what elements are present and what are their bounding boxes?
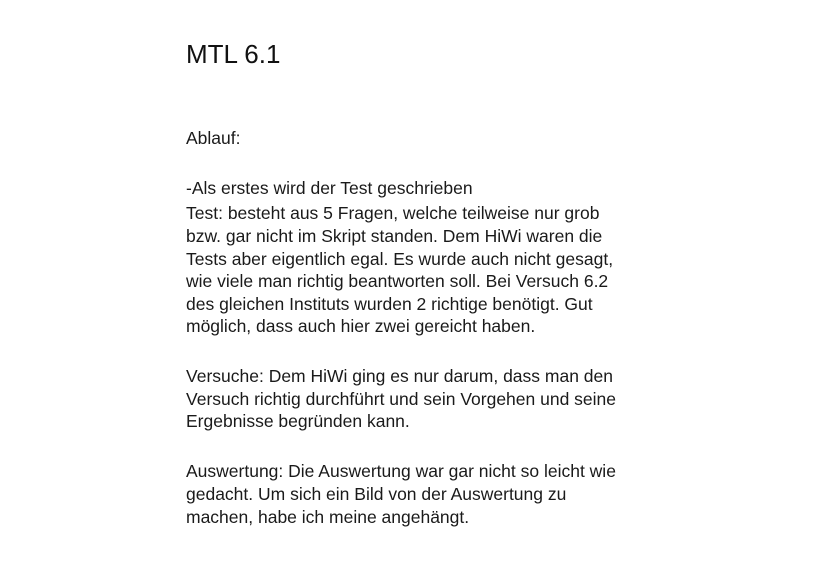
ablauf-heading: Ablauf: — [186, 128, 241, 148]
auswertung-line: gedacht. Um sich ein Bild von der Auswertung zu — [186, 484, 567, 504]
test-line: Test: besteht aus 5 Fragen, welche teilweise nur grob — [186, 203, 600, 223]
test-line: Tests aber eigentlich egal. Es wurde auch nicht gesagt, — [186, 249, 614, 269]
versuche-line: Ergebnisse begründen kann. — [186, 411, 410, 431]
auswertung-line: Auswertung: Die Auswertung war gar nicht so leicht wie — [186, 461, 616, 481]
test-line: des gleichen Instituts wurden 2 richtige benötigt. Gut — [186, 294, 593, 314]
test-line: möglich, dass auch hier zwei gereicht haben. — [186, 316, 536, 336]
versuche-line: Versuche: Dem HiWi ging es nur darum, dass man den — [186, 366, 613, 386]
versuche-line: Versuch richtig durchführt und sein Vorgehen und seine — [186, 389, 617, 409]
test-line: wie viele man richtig beantworten soll. Bei Versuch 6.2 — [186, 271, 609, 291]
intro-line: -Als erstes wird der Test geschrieben — [186, 178, 473, 198]
test-line: bzw. gar nicht im Skript standen. Dem HiWi waren die — [186, 226, 603, 246]
auswertung-line: machen, habe ich meine angehängt. — [186, 507, 470, 527]
document-title: MTL 6.1 — [186, 39, 281, 69]
